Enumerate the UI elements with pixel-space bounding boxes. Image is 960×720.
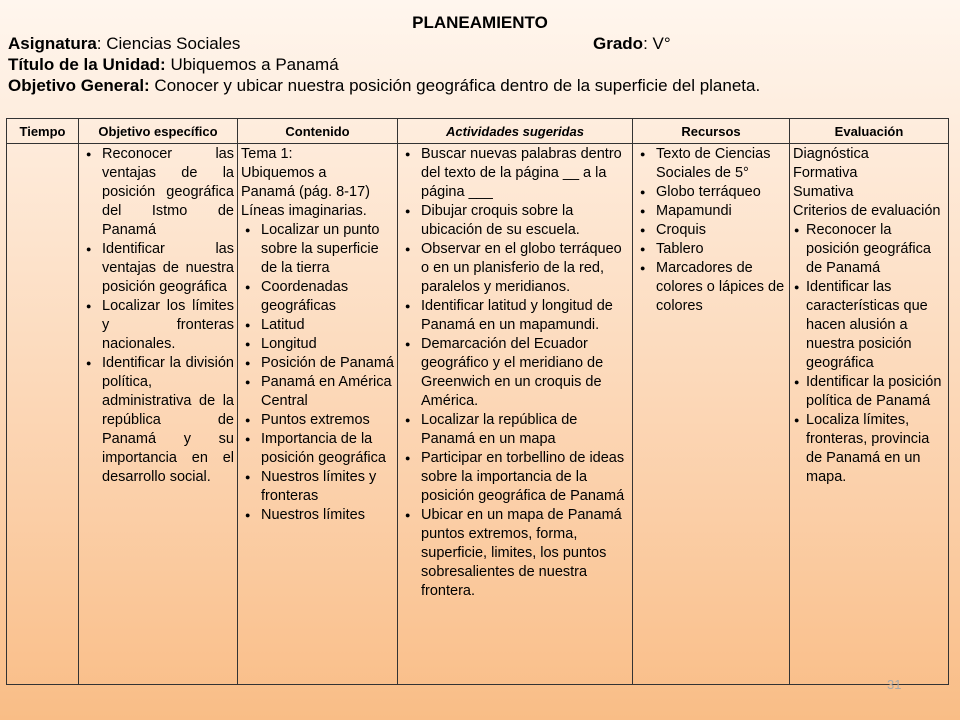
document-header xyxy=(8,12,952,96)
contenido-item: ● Latitud xyxy=(241,316,394,335)
grade-value: : V° xyxy=(643,34,671,53)
actividad-item: ● Ubicar en un mapa de Panamá puntos extremos, forma, superficie, limites, los puntos sobresalientes de nuestra frontera. xyxy=(401,506,629,601)
evaluacion-intro-line: Criterios de evaluación xyxy=(793,203,941,219)
contenido-item: ● Importancia de la posición geográfica xyxy=(241,430,394,468)
contenido-item: ● Coordenadas geográficas xyxy=(241,278,394,316)
actividad-item: ● Localizar la república de Panamá en un mapa xyxy=(401,411,629,449)
contenido-item: ● Panamá en América Central xyxy=(241,373,394,411)
grade-line xyxy=(593,33,671,54)
contenido-intro-line: Tema 1: xyxy=(241,146,293,162)
unit-label: Título de la Unidad: xyxy=(8,55,166,74)
column-header-actividades: Actividades sugeridas xyxy=(398,119,633,144)
evaluacion-intro xyxy=(793,145,945,221)
evaluacion-item: ● Reconocer la posición geográfica de Panamá xyxy=(793,221,945,278)
page-title: PLANEAMIENTO xyxy=(412,13,548,32)
objective-line xyxy=(8,75,952,96)
actividades-cell xyxy=(398,144,633,685)
contenido-item: ● Posición de Panamá xyxy=(241,354,394,373)
recurso-item: ● Marcadores de colores o lápices de colores xyxy=(636,259,786,316)
column-header-tiempo: Tiempo xyxy=(7,119,79,144)
recurso-item: ● Texto de Ciencias Sociales de 5° xyxy=(636,145,786,183)
subject-value: : Ciencias Sociales xyxy=(96,34,241,53)
contenido-item: ● Localizar un punto sobre la superficie de la tierra xyxy=(241,221,394,278)
objective-value: Conocer y ubicar nuestra posición geográfica dentro de la superficie del planeta. xyxy=(149,76,761,95)
column-header-objetivo: Objetivo específico xyxy=(79,119,238,144)
evaluacion-item: ● Localiza límites, fronteras, provincia de Panamá en un mapa. xyxy=(793,411,945,487)
objetivo-list xyxy=(82,145,234,487)
contenido-list xyxy=(241,221,394,525)
evaluacion-intro-line: Sumativa xyxy=(793,184,854,200)
objetivo-item: ● Identificar las ventajas de nuestra posición geográfica xyxy=(82,240,234,297)
evaluacion-list xyxy=(793,221,945,487)
contenido-item: ● Nuestros límites y fronteras xyxy=(241,468,394,506)
unit-value: Ubiquemos a Panamá xyxy=(165,55,339,74)
contenido-item: ● Longitud xyxy=(241,335,394,354)
actividad-item: ● Identificar latitud y longitud de Panamá en un mapamundi. xyxy=(401,297,629,335)
objetivo-cell xyxy=(79,144,238,685)
objetivo-item: ● Identificar la división política, administrativa de la república de Panamá y su importancia en el desarrollo social. xyxy=(82,354,234,487)
contenido-item: ● Nuestros límites xyxy=(241,506,394,525)
recurso-item: ● Mapamundi xyxy=(636,202,786,221)
contenido-item: ● Puntos extremos xyxy=(241,411,394,430)
column-header-contenido: Contenido xyxy=(238,119,398,144)
recursos-cell xyxy=(633,144,790,685)
planning-table xyxy=(6,118,949,685)
contenido-cell xyxy=(238,144,398,685)
subject-label: Asignatura xyxy=(8,34,97,53)
column-header-evaluacion: Evaluación xyxy=(790,119,949,144)
actividad-item: ● Demarcación del Ecuador geográfico y el meridiano de Greenwich en un croquis de América. xyxy=(401,335,629,411)
contenido-intro-line: Líneas imaginarias. xyxy=(241,203,367,219)
subject-line xyxy=(8,33,952,54)
recurso-item: ● Globo terráqueo xyxy=(636,183,786,202)
table-header-row xyxy=(7,119,949,144)
recursos-list xyxy=(636,145,786,316)
unit-line xyxy=(8,54,952,75)
recurso-item: ● Croquis xyxy=(636,221,786,240)
objective-label: Objetivo General: xyxy=(8,76,150,95)
contenido-intro-line: Panamá (pág. 8-17) xyxy=(241,184,370,200)
objetivo-item: ● Reconocer las ventajas de la posición geográfica del Istmo de Panamá xyxy=(82,145,234,240)
objetivo-item: ● Localizar los límites y fronteras nacionales. xyxy=(82,297,234,354)
grade-label: Grado xyxy=(593,34,644,53)
evaluacion-intro-line: Formativa xyxy=(793,165,858,181)
actividades-list xyxy=(401,145,629,601)
tiempo-cell xyxy=(7,144,79,685)
evaluacion-item: ● Identificar la posición política de Panamá xyxy=(793,373,945,411)
column-header-recursos: Recursos xyxy=(633,119,790,144)
evaluacion-item: ● Identificar las características que hacen alusión a nuestra posición geográfica xyxy=(793,278,945,373)
contenido-intro-line: Ubiquemos a xyxy=(241,165,327,181)
recurso-item: ● Tablero xyxy=(636,240,786,259)
actividad-item: ● Buscar nuevas palabras dentro del texto de la página __ a la página ___ xyxy=(401,145,629,202)
table-row xyxy=(7,144,949,685)
contenido-intro xyxy=(241,145,394,221)
evaluacion-intro-line: Diagnóstica xyxy=(793,146,869,162)
evaluacion-cell xyxy=(790,144,949,685)
actividad-item: ● Observar en el globo terráqueo o en un planisferio de la red, paralelos y meridianos. xyxy=(401,240,629,297)
actividad-item: ● Participar en torbellino de ideas sobre la importancia de la posición geográfica de Panamá xyxy=(401,449,629,506)
actividad-item: ● Dibujar croquis sobre la ubicación de su escuela. xyxy=(401,202,629,240)
page-number: 31 xyxy=(887,677,902,692)
